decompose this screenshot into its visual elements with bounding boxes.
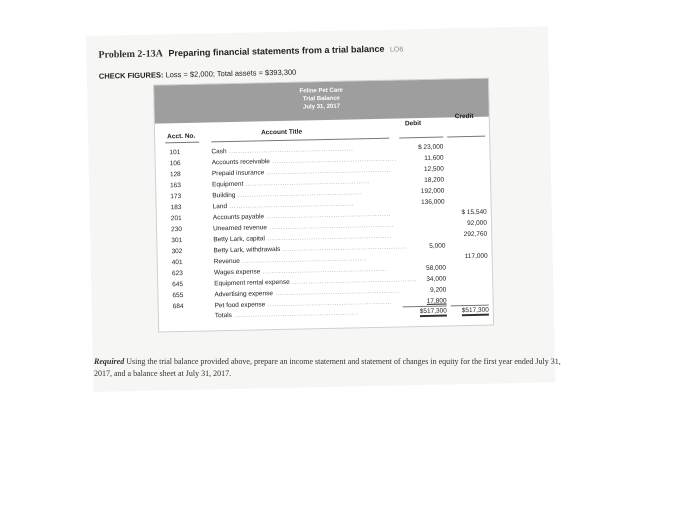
account-title: Land ...................................................... — [212, 200, 354, 211]
check-figures — [99, 68, 297, 81]
account-title: Betty Lark, capital ...................................................... — [213, 232, 392, 244]
required-text: Using the trial balance provided above, prepare an income statement and statement of changes in equity for the first year ended July 31, 2017, and a balance sheet at July 31, 2017. — [94, 357, 561, 378]
account-title: Wages expense ...................................................... — [213, 265, 388, 277]
debit-amount: 12,500 — [423, 165, 444, 173]
problem-title: Preparing financial statements from a trial balance — [168, 43, 385, 59]
trial-balance-header — [154, 79, 489, 124]
account-title: Prepaid insurance ...................................................... — [211, 166, 392, 178]
textbook-page — [86, 26, 555, 392]
account-title: Accounts receivable ...................................................... — [211, 155, 397, 167]
header-rule — [211, 138, 389, 143]
totals-debit: $517,300 — [419, 307, 447, 316]
debit-amount — [401, 208, 445, 209]
acct-no: 684 — [172, 303, 184, 311]
account-title: Equipment rental expense ...................................................... — [214, 276, 417, 288]
account-title: Building ...................................................... — [212, 189, 363, 200]
column-header-credit: Credit — [454, 112, 474, 121]
debit-amount: 5,000 — [429, 242, 446, 250]
debit-amount: 58,000 — [425, 264, 447, 272]
account-title: Accounts payable ...................................................... — [212, 210, 392, 222]
debit-amount: 17,800 — [426, 297, 447, 305]
debit-amount: $ 23,000 — [418, 143, 444, 152]
totals-credit: $517,300 — [461, 306, 489, 315]
debit-amount: 34,000 — [426, 275, 447, 283]
acct-no: 173 — [170, 193, 182, 201]
credit-amount: $ 15,540 — [461, 208, 487, 217]
acct-no: 645 — [172, 281, 184, 289]
account-title: Betty Lark, withdrawals ...................................................... — [213, 243, 408, 255]
problem-number: Problem 2-13A — [98, 48, 164, 61]
debit-amount: 192,000 — [420, 187, 445, 196]
check-figures-label: CHECK FIGURES: — [98, 70, 164, 81]
acct-no: 302 — [171, 248, 183, 256]
credit-amount: 117,000 — [464, 252, 488, 261]
account-title: Advertising expense ...................................................... — [214, 287, 400, 299]
credit-amount — [447, 240, 487, 241]
acct-no: 183 — [170, 204, 182, 212]
acct-no: 201 — [170, 215, 182, 223]
learning-objective: LO6 — [389, 46, 404, 54]
trial-balance-table — [153, 78, 494, 333]
statement-name: Trial Balance — [302, 95, 340, 103]
debit-amount: 136,000 — [420, 198, 445, 207]
header-rule — [165, 142, 199, 144]
credit-amount — [445, 141, 485, 142]
account-title: Equipment ...................................................... — [212, 178, 371, 189]
credit-amount — [446, 174, 486, 175]
company-name: Feline Pet Care — [299, 87, 343, 95]
acct-no: 230 — [171, 226, 183, 234]
credit-amount — [448, 262, 488, 263]
acct-no: 301 — [171, 237, 183, 245]
column-header-account-title: Account Title — [260, 128, 303, 137]
account-title: Cash ...................................................... — [211, 145, 354, 156]
account-title: Unearned revenue ...................................................... — [212, 221, 394, 233]
debit-amount: 18,200 — [424, 176, 445, 184]
credit-amount — [446, 196, 486, 197]
debit-amount — [401, 230, 445, 231]
acct-no: 655 — [172, 292, 184, 300]
acct-no: 101 — [169, 149, 181, 157]
acct-no: 106 — [169, 160, 181, 168]
header-rule — [399, 137, 443, 139]
column-header-debit: Debit — [404, 120, 422, 128]
required-instructions — [94, 356, 564, 380]
check-figures-text: Loss = $2,000; Total assets = $393,300 — [165, 67, 297, 80]
header-rule — [447, 136, 485, 138]
credit-amount — [446, 163, 486, 164]
acct-no: 128 — [169, 171, 181, 179]
acct-no: 401 — [171, 259, 183, 267]
credit-amount: 292,760 — [463, 230, 488, 239]
credit-amount — [446, 185, 486, 186]
column-header-acct-no: Acct. No. — [167, 132, 196, 141]
debit-amount — [401, 219, 445, 220]
problem-heading — [98, 43, 403, 60]
credit-amount: 92,000 — [467, 219, 488, 228]
credit-amount — [448, 284, 488, 285]
acct-no: 623 — [171, 270, 183, 278]
debit-amount: 11,600 — [424, 154, 444, 162]
credit-amount — [448, 273, 488, 274]
acct-no: 163 — [170, 182, 182, 190]
credit-amount — [446, 152, 486, 153]
credit-amount — [449, 295, 489, 296]
debit-amount: 9,200 — [430, 286, 447, 294]
required-label: Required — [94, 357, 125, 366]
statement-date: July 31, 2017 — [302, 103, 341, 111]
account-title: Revenue ...................................................... — [213, 255, 367, 266]
debit-amount — [402, 252, 446, 253]
totals-label: Totals ...................................................... — [214, 309, 359, 320]
account-title: Pet food expense ...................................................... — [214, 298, 393, 310]
